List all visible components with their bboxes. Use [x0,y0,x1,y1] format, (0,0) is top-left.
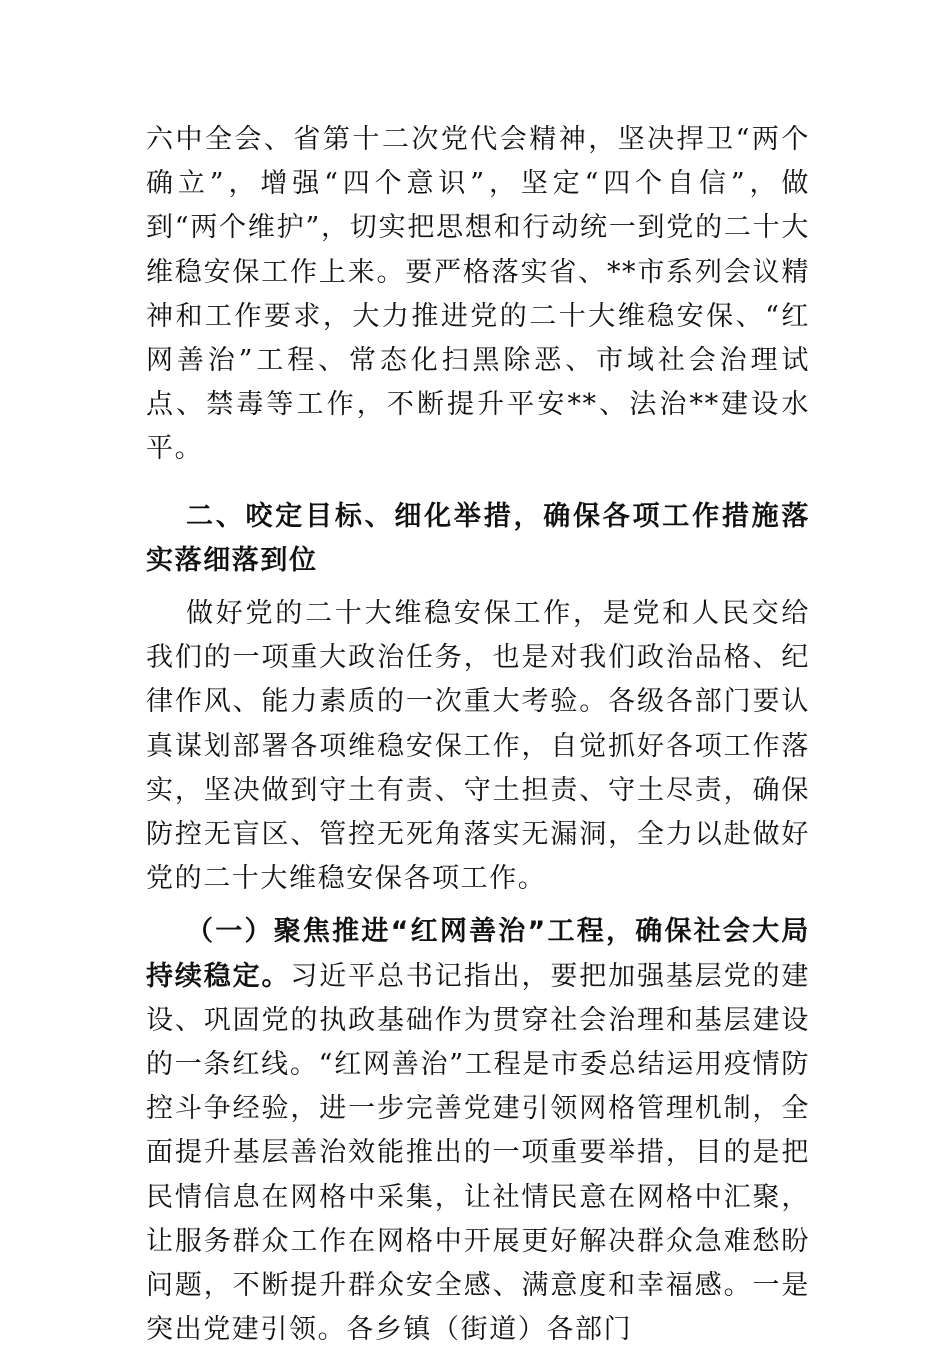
subsection-1-heading: （一）聚焦推进“红网善治”工程，确保社会大局持续稳定。 [146,916,810,992]
paragraph-continued: 六中全会、省第十二次党代会精神，坚决捍卫“两个确立”，增强“四个意识”，坚定“四个自信”，做到“两个维护”，切实把思想和行动统一到党的二十大维稳安保工作上来。要严格落实省、**市系列会议精神和工作要求，大力推进党的二十大维稳安保、“红网善治”工程、常态化扫黑除恶、市域社会治理试点、禁毒等工作，不断提升平安**、法治**建设水平。 [146,124,810,465]
paragraph-section-2: 做好党的二十大维稳安保工作，是党和人民交给我们的一项重大政治任务，也是对我们政治品格、纪律作风、能力素质的一次重大考验。各级各部门要认真谋划部署各项维稳安保工作，自觉抓好各项工作落实，坚决做到守土有责、守土担责、守土尽责，确保防控无盲区、管控无死角落实无漏洞，全力以赴做好党的二十大维稳安保各项工作。 [146,598,810,895]
document-body [146,118,810,1352]
section-heading-2: 二、咬定目标、细化举措，确保各项工作措施落实落细落到位 [146,500,810,576]
paragraph-subsection-1 [146,910,810,1352]
subsection-1-body: 习近平总书记指出，要把加强基层党的建设、巩固党的执政基础作为贯穿社会治理和基层建设的一条红线。“红网善治”工程是市委总结运用疫情防控斗争经验，进一步完善党建引领网格管理机制，全面提升基层善治效能推出的一项重要举措，目的是把民情信息在网格中采集，让社情民意在网格中汇聚，让服务群众工作在网格中开展更好解决群众急难愁盼问题，不断提升群众安全感、满意度和幸福感。一是突出党建引领。各乡镇（街道）各部门 [146,960,810,1346]
